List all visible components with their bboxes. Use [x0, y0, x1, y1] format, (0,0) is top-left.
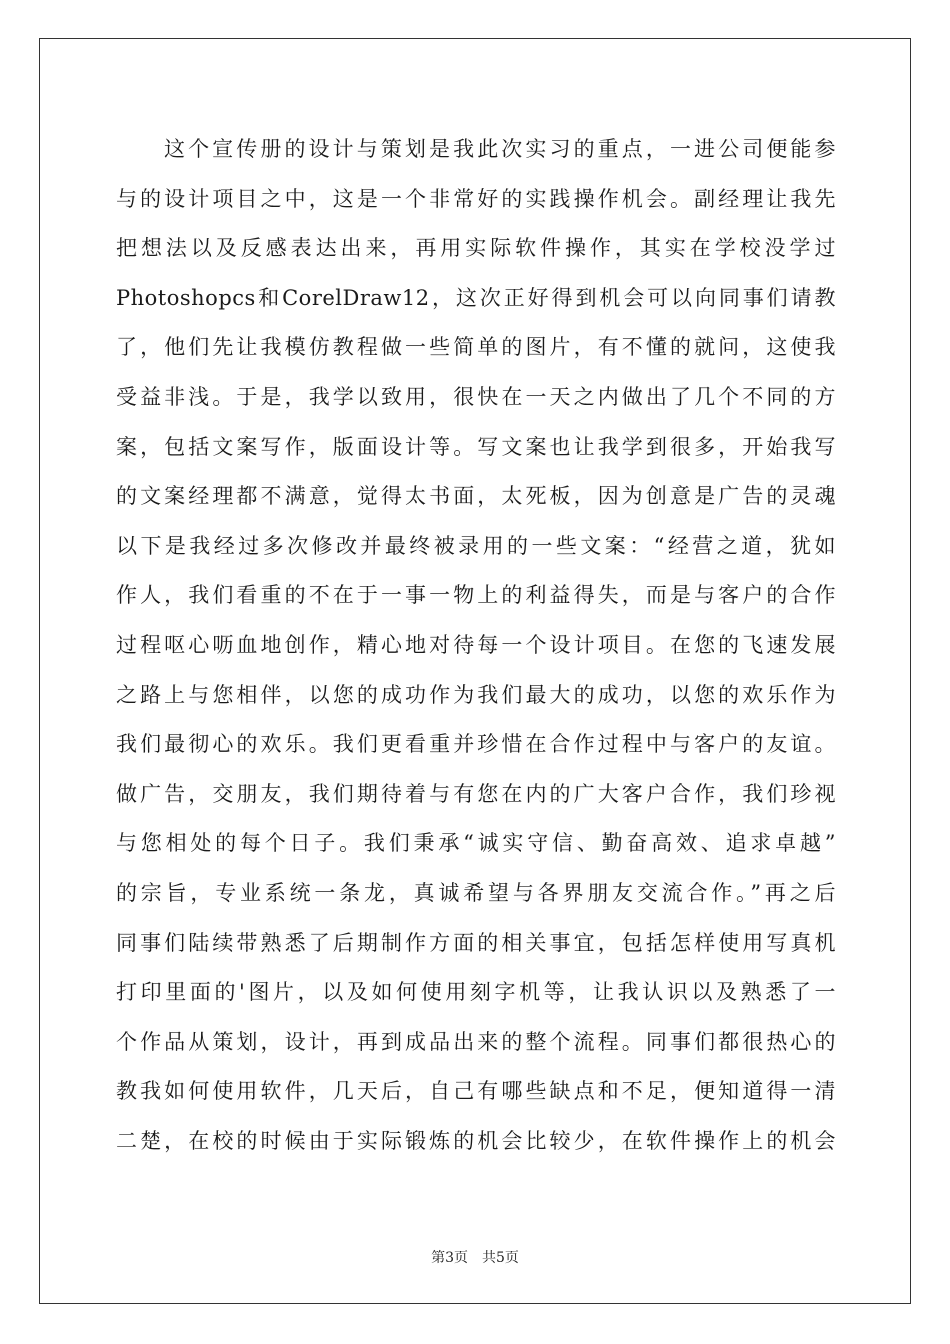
text-line: 受益非浅。于是，我学以致用，很快在一天之内做出了几个不同的方 — [116, 384, 836, 409]
text-line: 这个宣传册的设计与策划是我此次实习的重点，一进公司便能参 — [164, 137, 836, 161]
page-footer: 第3页 共5页 — [431, 1250, 519, 1266]
text-line: 同事们陆续带熟悉了后期制作方面的相关事宜，包括怎样使用写真机 — [116, 930, 836, 955]
text-line: 我们最彻心的欢乐。我们更看重并珍惜在合作过程中与客户的友谊。 — [116, 732, 836, 757]
text-line: Photoshopcs和CorelDraw12，这次正好得到机会可以向同事们请教 — [116, 285, 836, 310]
text-line: 做广告，交朋友，我们期待着与有您在内的广大客户合作，我们珍视 — [116, 781, 836, 806]
text-line: 了，他们先让我模仿教程做一些简单的图片，有不懂的就问，这使我 — [116, 335, 836, 360]
text-line: 过程呕心呖血地创作，精心地对待每一个设计项目。在您的飞速发展 — [116, 632, 836, 657]
text-line: 案，包括文案写作，版面设计等。写文案也让我学到很多，开始我写 — [116, 434, 836, 459]
text-line: 教我如何使用软件，几天后，自己有哪些缺点和不足，便知道得一清 — [116, 1079, 836, 1104]
text-line: 把想法以及反感表达出来，再用实际软件操作，其实在学校没学过 — [116, 236, 836, 261]
text-line: 的宗旨，专业系统一条龙，真诚希望与各界朋友交流合作。”再之后 — [116, 880, 836, 905]
text-line: 与您相处的每个日子。我们秉承“诚实守信、勤奋高效、追求卓越” — [116, 831, 836, 856]
text-line: 作人，我们看重的不在于一事一物上的利益得失，而是与客户的合作 — [116, 583, 836, 608]
text-line: 打印里面的'图片，以及如何使用刻字机等，让我认识以及熟悉了一 — [116, 980, 836, 1005]
document-body — [116, 125, 836, 1166]
text-line: 二楚，在校的时候由于实际锻炼的机会比较少，在软件操作上的机会 — [116, 1128, 836, 1153]
text-line: 以下是我经过多次修改并最终被录用的一些文案：“经营之道，犹如 — [116, 533, 836, 558]
text-line: 与的设计项目之中，这是一个非常好的实践操作机会。副经理让我先 — [116, 186, 836, 211]
text-line: 个作品从策划，设计，再到成品出来的整个流程。同事们都很热心的 — [116, 1029, 836, 1054]
text-line: 的文案经理都不满意，觉得太书面，太死板，因为创意是广告的灵魂 — [116, 484, 836, 509]
text-line: 之路上与您相伴，以您的成功作为我们最大的成功，以您的欢乐作为 — [116, 682, 836, 707]
